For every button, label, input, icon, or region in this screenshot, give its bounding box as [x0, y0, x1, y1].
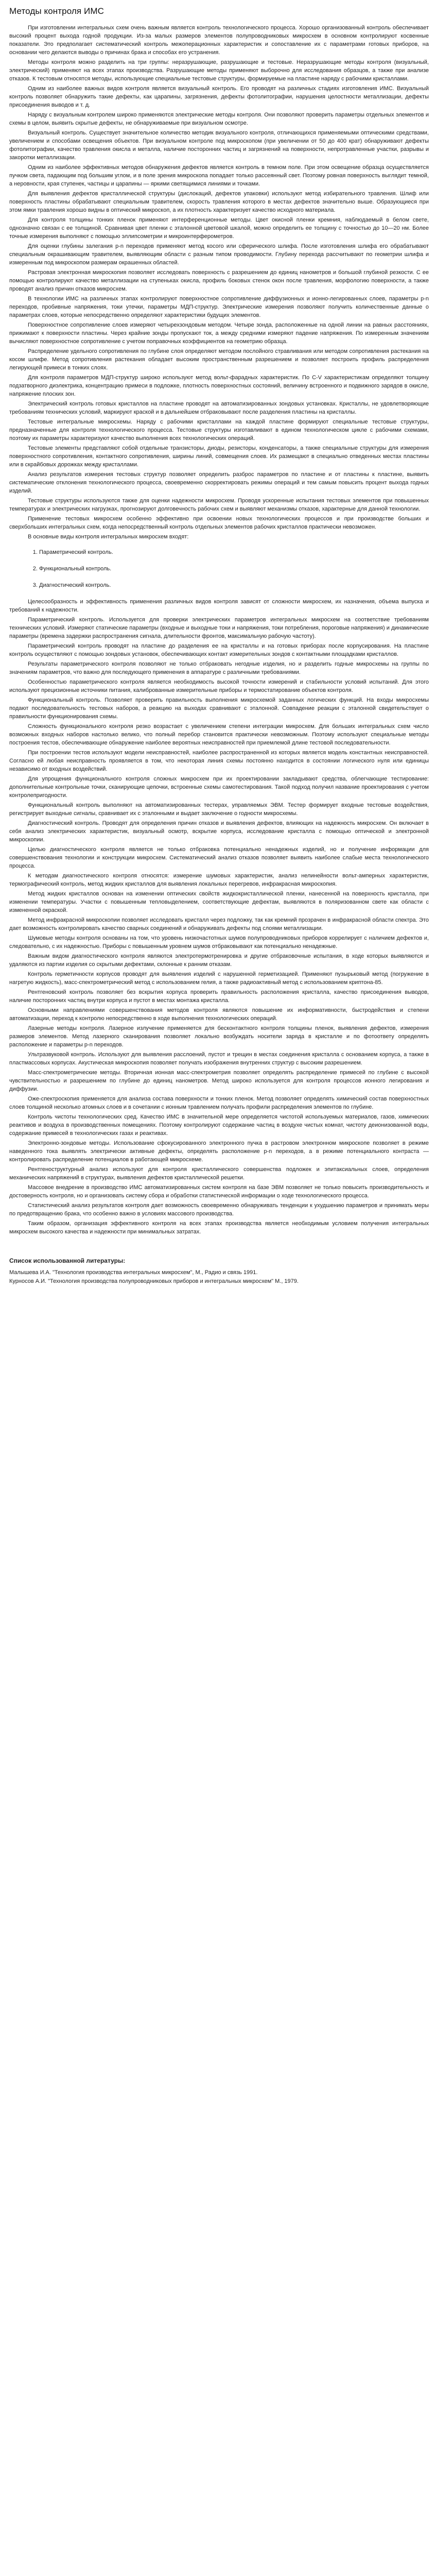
paragraph: Рентгеноструктурный анализ используют для контроля кристаллического совершенства подложек и эпитаксиальных слоев, определения механических напряжений в структурах, выявления дефектов кристаллической решетки.	[9, 1166, 429, 1181]
paragraph: Особенностью параметрического контроля является необходимость высокой точности измерений и стабильности условий испытаний. Для этого используют прецизионные источники питания, калиброванные измерительные приборы и термостатирование объектов контроля.	[9, 679, 429, 693]
page-title: Методы контроля ИМС	[9, 6, 104, 16]
paragraph: При построении тестов используют модели неисправностей, наиболее распространенной из которых является модель константных неисправностей. Согласно ей любая неисправность проявляется в том, что некоторая линия схемы постоянно находится в состоянии логического нуля или единицы независимо от входных воздействий.	[9, 750, 429, 772]
paragraph: Растровая электронная микроскопия позволяет исследовать поверхность с разрешением до единиц нанометров и большой глубиной резкости. С ее помощью контролируют качество металлизации на ступеньках окисла, профиль боковых стенок окон после травления, морфологию поверхности, а также проводят анализ причин отказов микросхем.	[9, 269, 429, 292]
paragraph: Применение тестовых микросхем особенно эффективно при освоении новых технологических процессов и при производстве больших и сверхбольших интегральных схем, когда непосредственный контроль отдельных элементов рабочих кристаллов практически невозможен.	[9, 516, 429, 530]
paragraph: Ультразвуковой контроль. Используют для выявления расслоений, пустот и трещин в местах соединения кристалла с основанием корпуса, а также в пластмассовых корпусах. Акустическая микроскопия позволяет получать изображения внутренних структур с высоким разрешением.	[9, 1052, 429, 1066]
references-heading: Список использованной литературы:	[9, 1257, 126, 1264]
paragraph: Методы контроля можно разделить на три группы: неразрушающие, разрушающие и тестовые. Неразрушающие методы контроля (визуальный, электрический) применяют на всех этапах производства. Разрушающие методы применяют выборочно для исследования образцов, а также при анализе отказов. К тестовым относятся методы, использующие специальные тестовые структуры, формируемые на пластине наряду с рабочими кристаллами.	[9, 59, 429, 82]
paragraph: При изготовлении интегральных схем очень важным является контроль технологического процесса. Хорошо организованный контроль обеспечивает высокий процент выхода годной продукции. Из-за малых размеров элементов полупроводниковых микросхем в основном контролируют косвенные показатели. Это предполагает систематический контроль межоперационных характеристик и сопоставление их с параметрами готовых приборов, на основании чего делаются выводы о причинах брака и способах его устранения.	[9, 25, 429, 56]
paragraph: Одним из наиболее эффективных методов обнаружения дефектов является контроль в темном поле. При этом освещение образца осуществляется пучком света, падающим под большим углом, и в поле зрения микроскопа попадает только рассеянный свет. Поэтому ровная поверхность выглядит темной, а неровности, края ступенек, частицы и царапины — яркими светящимися линиями и точками.	[9, 164, 429, 187]
paragraph: Основными направлениями совершенствования методов контроля являются повышение их информативности, быстродействия и степени автоматизации, переход к контролю непосредственно в ходе выполнения технологических операций.	[9, 1007, 429, 1022]
paragraph: Параметрический контроль проводят на пластине до разделения ее на кристаллы и на готовых приборах после корпусирования. На пластине контроль осуществляют с помощью зондовых установок, обеспечивающих контакт измерительных зондов с контактными площадками кристаллов.	[9, 643, 429, 657]
paragraph: Важным видом диагностического контроля являются электротермотренировка и другие отбраковочные испытания, в ходе которых выявляются и удаляются из партии изделия со скрытыми дефектами, склонные к ранним отказам.	[9, 953, 429, 968]
paragraph: Функциональный контроль. Позволяет проверить правильность выполнения микросхемой заданных логических функций. На входы микросхемы подают последовательность тестовых наборов, а реакцию на выходах сравнивают с эталонной. Совпадение реакции с эталонной свидетельствует о правильности функционирования схемы.	[9, 697, 429, 720]
paragraph: Диагностический контроль. Проводят для определения причин отказов и выявления дефектов, влияющих на надежность микросхем. Он включает в себя анализ электрических характеристик, визуальный осмотр, вскрытие корпуса, исследование кристалла с помощью оптической и электронной микроскопии.	[9, 820, 429, 843]
reference-item: Курносов А.И. "Технология производства полупроводниковых приборов и интегральных микросхем" М., 1979.	[9, 1278, 299, 1284]
article-body	[9, 24, 429, 1285]
list-intro: В основные виды контроля интегральных микросхем входят:	[28, 534, 189, 540]
paragraph: Целью диагностического контроля является не только отбраковка потенциально ненадежных изделий, но и получение информации для совершенствования технологии и конструкции микросхем. Систематический анализ отказов позволяет выявить наиболее слабые места технологического процесса.	[9, 846, 429, 869]
paragraph: Целесообразность и эффективность применения различных видов контроля зависят от сложности микросхем, их назначения, объема выпуска и требований к надежности.	[9, 599, 429, 613]
paragraph: Электрический контроль готовых кристаллов на пластине проводят на автоматизированных зондовых установках. Кристаллы, не удовлетворяющие требованиям технических условий, маркируют краской и в дальнейшем отбраковывают после разделения пластины на кристаллы.	[9, 401, 429, 415]
paragraph: Статистический анализ результатов контроля дает возможность своевременно обнаруживать тенденции к ухудшению параметров и принимать меры по предотвращению брака, что особенно важно в условиях массового производства.	[9, 1202, 429, 1217]
paragraph: Поверхностное сопротивление слоев измеряют четырехзондовым методом. Четыре зонда, расположенные на одной линии на равных расстояниях, прижимают к поверхности пластины. Через крайние зонды пропускают ток, а между средними измеряют падение напряжения. По измеренным значениям вычисляют поверхностное сопротивление с учетом поправочных коэффициентов на геометрию образца.	[9, 322, 429, 345]
paragraph: Распределение удельного сопротивления по глубине слоя определяют методом послойного стравливания или методом сопротивления растекания на косом шлифе. Метод сопротивления растекания обладает высоким пространственным разрешением и позволяет построить профиль распределения легирующей примеси в тонких слоях.	[9, 348, 429, 371]
paragraph: Тестовые элементы представляют собой отдельные транзисторы, диоды, резисторы, конденсаторы, а также специальные структуры для измерения поверхностного сопротивления, контактного сопротивления, ширины линий, совмещения слоев. Их размещают в специально отведенных местах пластины или в скрайбовых дорожках между кристаллами.	[9, 445, 429, 468]
paragraph: Контроль чистоты технологических сред. Качество ИМС в значительной мере определяется чистотой используемых материалов, газов, химических реактивов и воздуха в производственных помещениях. Поэтому контролируют содержание частиц в воздухе чистых комнат, чистоту деионизованной воды, содержание примесей в технологических газах и реактивах.	[9, 1114, 429, 1137]
paragraph: Тестовые структуры используются также для оценки надежности микросхем. Проводя ускоренные испытания тестовых элементов при повышенных температурах и электрических нагрузках, прогнозируют долговечность рабочих схем и выявляют механизмы отказов, характерные для данной технологии.	[9, 498, 429, 512]
paragraph: Масс-спектрометрические методы. Вторичная ионная масс-спектрометрия позволяет определять распределение примесей по глубине с высокой чувствительностью и разрешением по глубине до единиц нанометров. Метод широко используется для контроля процессов ионного легирования и диффузии.	[9, 1070, 429, 1092]
list-item: 3. Диагностический контроль.	[39, 581, 429, 589]
list-item: 2. Функциональный контроль.	[39, 565, 429, 573]
paragraph: Для контроля толщины тонких пленок применяют интерференционные методы. Цвет окисной пленки кремния, наблюдаемый в белом свете, однозначно связан с ее толщиной. Сравнивая цвет пленки с эталонной цветовой шкалой, можно определить ее толщину с точностью до 10—20 нм. Более точные измерения выполняют с помощью эллипсометрии и микроинтерферометров.	[9, 217, 429, 240]
paragraph: Визуальный контроль. Существует значительное количество методик визуального контроля, отличающихся применяемыми оптическими средствами, увеличением и способами освещения объектов. При визуальном контроле под микроскопом (при увеличении от 50 до 400 крат) обнаруживают дефекты фотолитографии, качество травления окисла и металла, наличие посторонних частиц и загрязнений на поверхности, непротравленные участки, разрывы и закоротки металлизации.	[9, 130, 429, 161]
paragraph: Электронно-зондовые методы. Использование сфокусированного электронного пучка в растровом электронном микроскопе позволяет в режиме наведенного тока выявлять электрически активные дефекты, определять расположение p-n переходов, а в режиме потенциального контраста — контролировать распределение потенциалов в работающей микросхеме.	[9, 1140, 429, 1163]
paragraph: Рентгеновский контроль позволяет без вскрытия корпуса проверить правильность расположения кристалла, качество присоединения выводов, наличие посторонних частиц внутри корпуса и пустот в местах монтажа кристалла.	[9, 989, 429, 1004]
paragraph: Контроль герметичности корпусов проводят для выявления изделий с нарушенной герметизацией. Применяют пузырьковый метод (погружение в нагретую жидкость), масс-спектрометрический метод с использованием гелия, а также радиоактивный метод с использованием криптона-85.	[9, 971, 429, 986]
paragraph: Результаты параметрического контроля позволяют не только отбраковать негодные изделия, но и разделить годные микросхемы на группы по значениям параметров, что важно для последующего применения в аппаратуре с различными требованиями.	[9, 661, 429, 675]
paragraph: Для упрощения функционального контроля сложных микросхем при их проектировании закладывают средства, облегчающие тестирование: дополнительные контрольные точки, сканирующие цепочки, встроенные схемы самотестирования. Такой подход получил название проектирования с учетом контролепригодности.	[9, 776, 429, 799]
paragraph: Тестовые интегральные микросхемы. Наряду с рабочими кристаллами на каждой пластине формируют специальные тестовые структуры, предназначенные для контроля технологического процесса. Тестовые структуры изготавливают в едином технологическом цикле с рабочими схемами, поэтому их параметры характеризуют качество выполнения всех технологических операций.	[9, 419, 429, 442]
paragraph: Параметрический контроль. Используется для проверки электрических параметров интегральных микросхем на соответствие требованиям технических условий. Измеряют статические параметры (входные и выходные токи и напряжения, токи потребления, пороговые напряжения) и динамические параметры (времена задержки распространения сигнала, длительности фронтов, максимальную рабочую частоту).	[9, 617, 429, 639]
paragraph: Для выявления дефектов кристаллической структуры (дислокаций, дефектов упаковки) используют метод избирательного травления. Шлиф или поверхность пластины обрабатывают специальным травителем, скорость травления которого в местах дефектов значительно выше. Образующиеся при этом ямки травления хорошо видны в оптический микроскоп, а их плотность характеризует качество исходного материала.	[9, 191, 429, 213]
paragraph: Оже-спектроскопия применяется для анализа состава поверхности и тонких пленок. Метод позволяет определять химический состав поверхностных слоев толщиной несколько атомных слоев и в сочетании с ионным травлением получать профили распределения элементов по глубине.	[9, 1096, 429, 1110]
paragraph: Массовое внедрение в производство ИМС автоматизированных систем контроля на базе ЭВМ позволяет не только повысить производительность и достоверность контроля, но и организовать систему сбора и обработки статистической информации о ходе технологического процесса.	[9, 1184, 429, 1199]
references-list	[9, 1269, 429, 1285]
list-item: 1. Параметрический контроль.	[39, 548, 429, 556]
paragraph: В технологии ИМС на различных этапах контролируют поверхностное сопротивление диффузионных и ионно-легированных слоев, параметры p-n переходов, пробивные напряжения, токи утечки, параметры МДП-структур. Электрические измерения позволяют получить количественные данные о параметрах слоев, которые непосредственно определяют характеристики будущих элементов.	[9, 296, 429, 318]
paragraph: Сложность функционального контроля резко возрастает с увеличением степени интеграции микросхем. Для больших интегральных схем число возможных входных наборов настолько велико, что полный перебор становится практически невозможным. Поэтому используют специальные методы построения тестов, обеспечивающие обнаружение наиболее вероятных неисправностей при приемлемой длине тестовой последовательности.	[9, 723, 429, 746]
reference-item: Малышева И.А. "Технология производства интегральных микросхем", М., Радио и связь 1991.	[9, 1269, 258, 1276]
paragraph: Лазерные методы контроля. Лазерное излучение применяется для бесконтактного контроля толщины пленок, выявления дефектов, измерения размеров элементов. Метод лазерного сканирования позволяет локально возбуждать носители заряда в кристалле и по фотоответу определять расположение и параметры p-n переходов.	[9, 1025, 429, 1048]
paragraph: Шумовые методы контроля основаны на том, что уровень низкочастотных шумов полупроводниковых приборов коррелирует с наличием дефектов и, следовательно, с их надежностью. Приборы с повышенным уровнем шумов отбраковывают как потенциально ненадежные.	[9, 935, 429, 950]
paragraph: Метод инфракрасной микроскопии позволяет исследовать кристалл через подложку, так как кремний прозрачен в инфракрасной области спектра. Это дает возможность контролировать качество сварных соединений и обнаруживать дефекты под слоями металлизации.	[9, 917, 429, 931]
paragraph: Таким образом, организация эффективного контроля на всех этапах производства является необходимым условием получения интегральных микросхем высокого качества и надежности при минимальных затратах.	[9, 1221, 429, 1235]
paragraph: Функциональный контроль выполняют на автоматизированных тестерах, управляемых ЭВМ. Тестер формирует входные тестовые воздействия, регистрирует выходные сигналы, сравнивает их с эталонными и выдает заключение о годности микросхемы.	[9, 802, 429, 817]
paragraph: Метод жидких кристаллов основан на изменении оптических свойств жидкокристаллической пленки, нанесенной на поверхность кристалла, при изменении температуры. Участки с повышенным тепловыделением, соответствующие дефектам, выявляются в поляризованном свете как области с измененной окраской.	[9, 891, 429, 913]
paragraph: Одним из наиболее важных видов контроля является визуальный контроль. Его проводят на различных стадиях изготовления ИМС. Визуальный контроль позволяет обнаружить такие дефекты, как царапины, загрязнения, дефекты фотолитографии, нарушения целостности металлизации, дефекты присоединения выводов и т. д.	[9, 86, 429, 108]
paragraph: Наряду с визуальным контролем широко применяются электрические методы контроля. Они позволяют проверить параметры отдельных элементов и схемы в целом, выявить скрытые дефекты, не обнаруживаемые при визуальном осмотре.	[9, 112, 429, 126]
control-types-list	[9, 548, 429, 589]
paragraph: Для оценки глубины залегания p-n переходов применяют метод косого или сферического шлифа. После изготовления шлифа его обрабатывают специальным окрашивающим травителем, выявляющим области с разным типом проводимости. Глубину перехода рассчитывают по геометрии шлифа и измеренным под микроскопом размерам окрашенных областей.	[9, 243, 429, 266]
paragraph: Анализ результатов измерения тестовых структур позволяет определить разброс параметров по пластине и от пластины к пластине, выявить систематические отклонения технологического процесса, своевременно скорректировать режимы операций и тем самым повысить процент выхода годных изделий.	[9, 471, 429, 494]
paragraph: К методам диагностического контроля относятся: измерение шумовых характеристик, анализ нелинейности вольт-амперных характеристик, термографический контроль, метод жидких кристаллов для выявления локальных перегревов, инфракрасная микроскопия.	[9, 873, 429, 887]
paragraph: Для контроля параметров МДП-структур широко используют метод вольт-фарадных характеристик. По C-V характеристикам определяют толщину подзатворного диэлектрика, концентрацию примеси в подложке, плотность поверхностных состояний, величину встроенного и подвижного зарядов в окисле, напряжение плоских зон.	[9, 375, 429, 397]
